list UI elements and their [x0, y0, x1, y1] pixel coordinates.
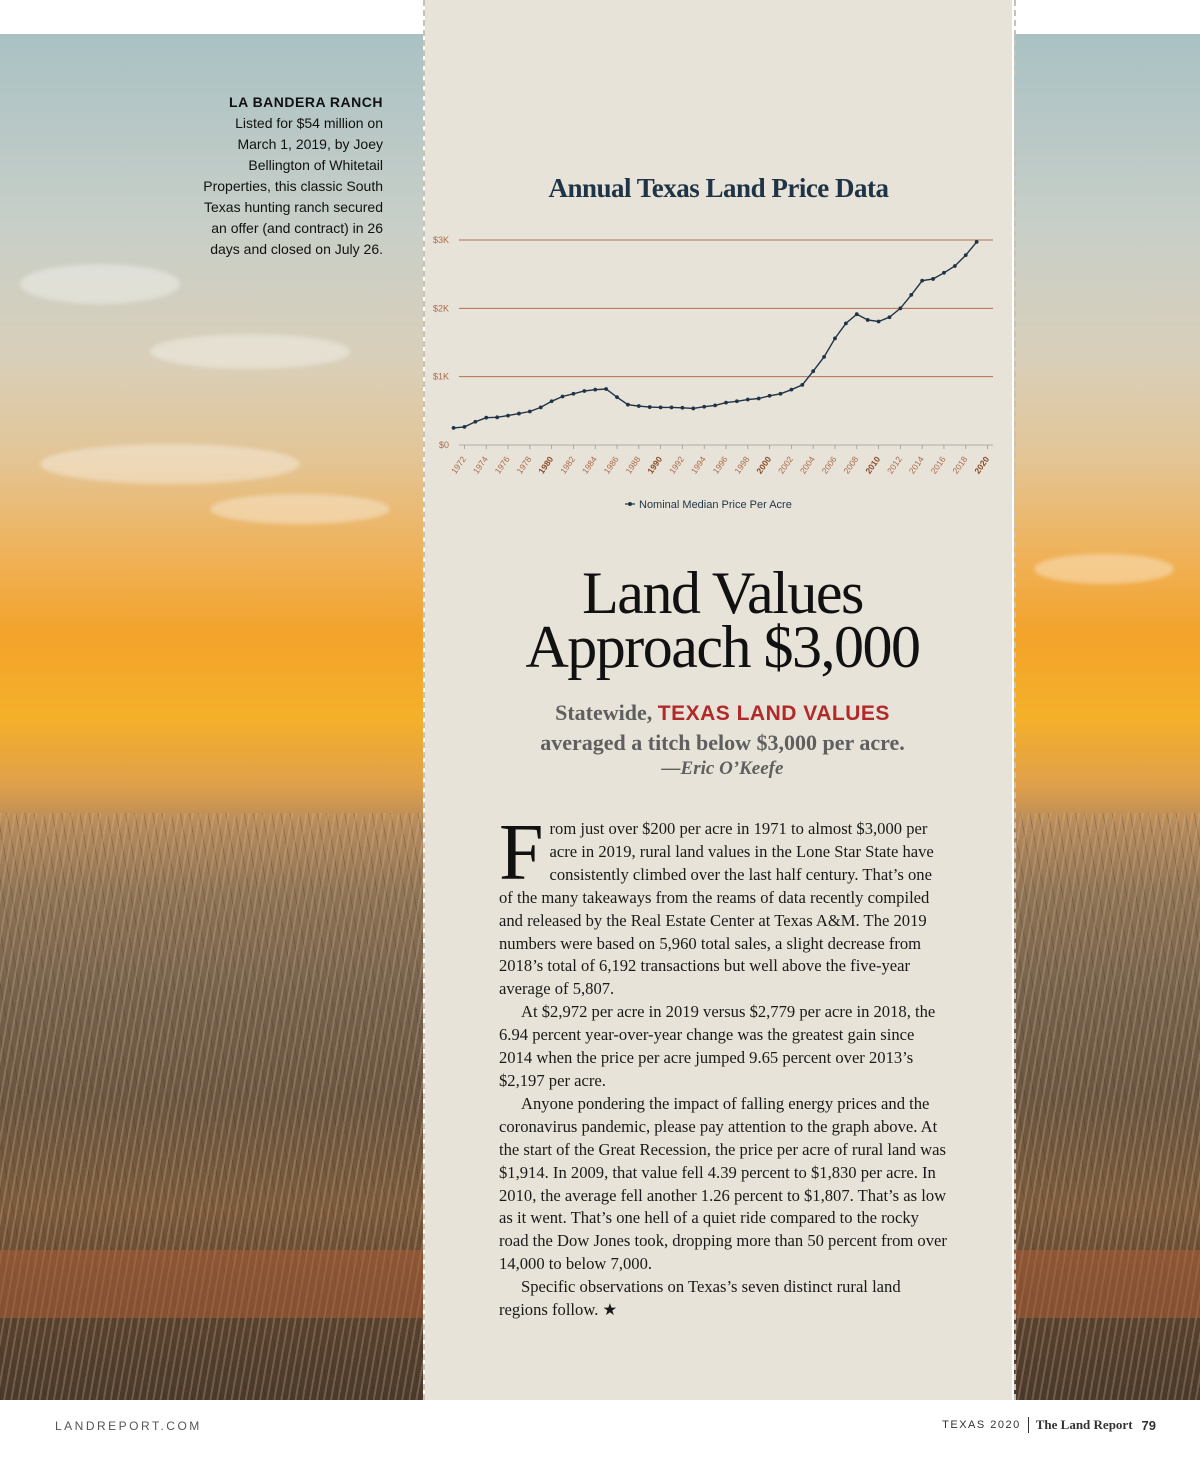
- data-point: [713, 403, 717, 407]
- x-tick-label: 2008: [841, 454, 861, 476]
- article-body: [499, 809, 949, 1322]
- data-point: [517, 412, 521, 416]
- caption-text: Listed for $54 million on March 1, 2019, by Joey Bellington of Whitetail Properties, this classic South Texas hunting ranch secured an offer (and contract) in 26 days and closed on July 26.: [203, 115, 383, 257]
- data-point: [681, 406, 685, 410]
- data-point: [473, 420, 477, 424]
- paragraph-1-text: rom just over $200 per acre in 1971 to almost $3,000 per acre in 2019, rural land values in the Lone Star State have consistently climbed over the last half century. That’s one of the many takeaways from the reams of data recently compiled and released by the Real Estate Center at Texas A&M. The 2019 numbers were based on 5,960 total sales, a slight decrease from 2018’s total of 6,192 transactions but well above the five-year average of 5,807.: [499, 819, 934, 999]
- data-point: [746, 398, 750, 402]
- legend-label: Nominal Median Price Per Acre: [639, 499, 792, 511]
- data-point: [735, 399, 739, 403]
- x-tick-label: 2000: [754, 454, 774, 476]
- land-price-chart: [425, 225, 1012, 525]
- y-tick-label: $1K: [432, 371, 449, 382]
- data-point: [593, 388, 597, 392]
- x-tick-label: 1998: [732, 454, 752, 476]
- x-tick-label: 2002: [775, 454, 796, 476]
- data-point: [506, 414, 510, 418]
- headline-line-1: Land Values: [582, 560, 863, 626]
- paragraph-2: At $2,972 per acre in 2019 versus $2,779 per acre in 2018, the 6.94 percent year-over-year change was the greatest gain since 2014 when the price per acre jumped 9.65 percent over 2013’s $2,197 per acre.: [499, 1002, 936, 1090]
- x-tick-label: 2014: [906, 454, 926, 476]
- headline: [425, 560, 1020, 680]
- footer-site: LANDREPORT.COM: [55, 1419, 202, 1433]
- x-tick-label: 1996: [710, 454, 730, 476]
- data-point: [463, 425, 467, 429]
- x-tick-label: 2012: [884, 454, 905, 476]
- paragraph-1: [499, 809, 949, 1001]
- x-tick-label: 2018: [950, 454, 970, 476]
- data-point: [539, 406, 543, 410]
- x-tick-label: 2004: [797, 454, 817, 476]
- x-tick-label: 2020: [972, 454, 992, 476]
- data-point: [637, 404, 641, 408]
- footer-folio: [942, 1417, 1156, 1433]
- data-point: [855, 312, 859, 316]
- data-point: [615, 395, 619, 399]
- x-tick-label: 1992: [667, 454, 687, 476]
- data-point: [659, 406, 663, 410]
- data-point: [822, 355, 826, 359]
- data-point: [920, 279, 924, 283]
- data-point: [779, 392, 783, 396]
- footer-issue: TEXAS 2020: [942, 1419, 1021, 1431]
- x-tick-label: 1978: [514, 454, 534, 476]
- headline-line-2: Approach $3,000: [525, 614, 920, 680]
- deck-part-2: averaged a titch below $3,000 per acre.: [540, 730, 905, 755]
- x-tick-label: 2006: [819, 454, 839, 476]
- data-point: [844, 321, 848, 325]
- data-point: [604, 387, 608, 391]
- y-tick-label: $3K: [432, 235, 449, 245]
- data-point: [953, 264, 957, 268]
- chart-title: Annual Texas Land Price Data: [548, 173, 889, 203]
- byline: —Eric O’Keefe: [661, 758, 784, 779]
- drop-cap: F: [499, 809, 544, 897]
- y-tick-label: $0: [438, 440, 449, 450]
- page-number: 79: [1141, 1417, 1156, 1433]
- x-tick-label: 2010: [863, 454, 883, 476]
- data-point: [811, 369, 815, 373]
- x-tick-label: 1988: [623, 454, 643, 476]
- data-point: [898, 306, 902, 310]
- x-tick-label: 1986: [601, 454, 621, 476]
- legend-marker: [628, 502, 632, 506]
- x-tick-label: 1990: [645, 454, 665, 476]
- data-point: [888, 315, 892, 319]
- ranch-photo-right: [1014, 34, 1200, 1400]
- data-point: [691, 407, 695, 411]
- data-point: [550, 399, 554, 403]
- x-tick-label: 1980: [536, 454, 556, 476]
- caption-title: LA BANDERA RANCH: [229, 94, 383, 110]
- paragraph-4: Specific observations on Texas’s seven distinct rural land regions follow. ★: [499, 1277, 901, 1320]
- data-point: [833, 337, 837, 341]
- data-point: [724, 401, 728, 405]
- data-point: [528, 410, 532, 414]
- data-point: [877, 320, 881, 324]
- x-tick-label: 1974: [470, 454, 490, 476]
- data-point: [931, 277, 935, 281]
- data-point: [648, 405, 652, 409]
- footer-publication: The Land Report: [1035, 1417, 1133, 1432]
- data-point: [964, 253, 968, 257]
- photo-caption: [195, 92, 383, 260]
- x-tick-label: 1994: [688, 454, 708, 476]
- data-point: [582, 389, 586, 393]
- data-point: [702, 405, 706, 409]
- data-point: [757, 397, 761, 401]
- data-point: [484, 416, 488, 420]
- deck-part-1: Statewide,: [555, 700, 658, 725]
- data-point: [789, 388, 793, 392]
- series-line: [454, 242, 977, 428]
- data-point: [670, 406, 674, 410]
- x-tick-label: 1972: [449, 454, 469, 476]
- data-point: [452, 426, 456, 430]
- data-point: [975, 240, 979, 244]
- deck-highlight: TEXAS LAND VALUES: [657, 702, 890, 725]
- paragraph-3: Anyone pondering the impact of falling energy prices and the coronavirus pandemic, please pay attention to the graph above. At the start of the Great Recession, the price per acre of rural land was $1,914. In 2009, that value fell 4.39 percent to $1,830 per acre. In 2010, the average fell another 1.26 percent to $1,807. That’s as low as it went. That’s one hell of a quiet ride compared to the rocky road the Dow Jones took, dropping more than 50 percent from over 14,000 to below 7,000.: [499, 1093, 947, 1274]
- data-point: [626, 403, 630, 407]
- deck: [425, 698, 1020, 757]
- data-point: [572, 392, 576, 396]
- data-point: [866, 318, 870, 322]
- y-tick-label: $2K: [432, 303, 449, 314]
- x-tick-label: 1984: [579, 454, 599, 476]
- data-point: [495, 415, 499, 419]
- data-point: [800, 383, 804, 387]
- data-point: [909, 293, 913, 297]
- data-point: [561, 395, 565, 399]
- x-tick-label: 1976: [492, 454, 512, 476]
- x-tick-label: 1982: [558, 454, 578, 476]
- x-tick-label: 2016: [928, 454, 948, 476]
- data-point: [942, 271, 946, 275]
- footer-divider: [1028, 1417, 1029, 1433]
- data-point: [768, 394, 772, 398]
